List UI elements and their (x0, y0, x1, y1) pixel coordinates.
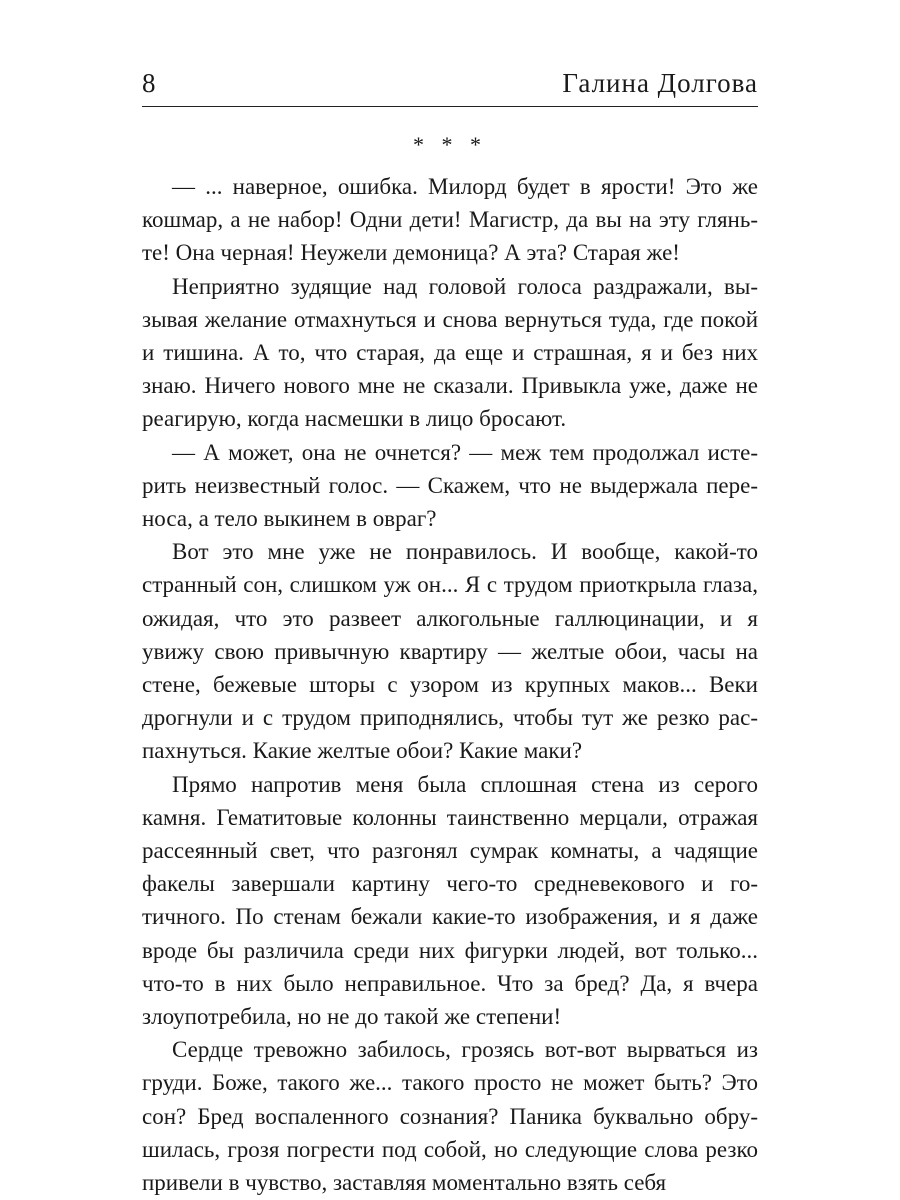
paragraph: — ... наверное, ошибка. Милорд будет в ярости! Это же кошмар, а не набор! Одни дети! Магистр, да вы на эту гляньте! Она черная! Неужели демоница? А эта? Старая же! (142, 174, 758, 266)
section-separator: * * * (413, 132, 487, 157)
paragraph: — А может, она не очнется? — меж тем продолжал истерить неизвестный голос. — Скажем, что не выдержала переноса, а тело выкинем в овраг? (142, 439, 758, 532)
paragraph: Неприятно зудящие над головой голоса раздражали, вызывая желание отмахнуться и снова вернуться туда, где покой и тишина. А то, что старая, да еще и страшная, я и без них знаю. Ничего нового мне не сказали. Привыкла уже, даже не реагирую, когда насмешки в лицо бросают. (142, 273, 758, 432)
paragraph: Вот это мне уже не понравилось. И вообще, какой-то странный сон, слишком уж он... Я с трудом приоткрыла глаза, ожидая, что это развеет алкогольные галлюцинации, и я увижу свою привычную квартиру — желтые обои, часы на стене, бежевые шторы с узором из крупных маков... Веки дрогнули и с трудом приподнялись, чтобы тут же резко распахнуться. Какие желтые обои? Какие маки? (142, 539, 758, 764)
paragraph: Прямо напротив меня была сплошная стена из серого камня. Гематитовые колонны таинственно мерцали, отражая рассеянный свет, что разгонял сумрак комнаты, а чадящие факелы завершали картину чего-то средневекового и готичного. По стенам бежали какие-то изображения, и я даже вроде бы различила среди них фигурки людей, вот только... что-то в них было неправильное. Что за бред? Да, я вчера злоупотребила, но не до такой же степени! (142, 771, 758, 1030)
page-header (142, 68, 758, 107)
page-number: 8 (142, 68, 156, 98)
running-title: Галина Долгова (562, 68, 758, 98)
body-text (142, 170, 758, 1199)
paragraph: Сердце тревожно забилось, грозясь вот-вот вырваться из груди. Боже, такого же... такого просто не может быть? Это сон? Бред воспаленного сознания? Паника буквально обрушилась, грозя погрести под собой, но следующие слова резко привели в чувство, заставляя моментально взять себя (142, 1037, 758, 1196)
